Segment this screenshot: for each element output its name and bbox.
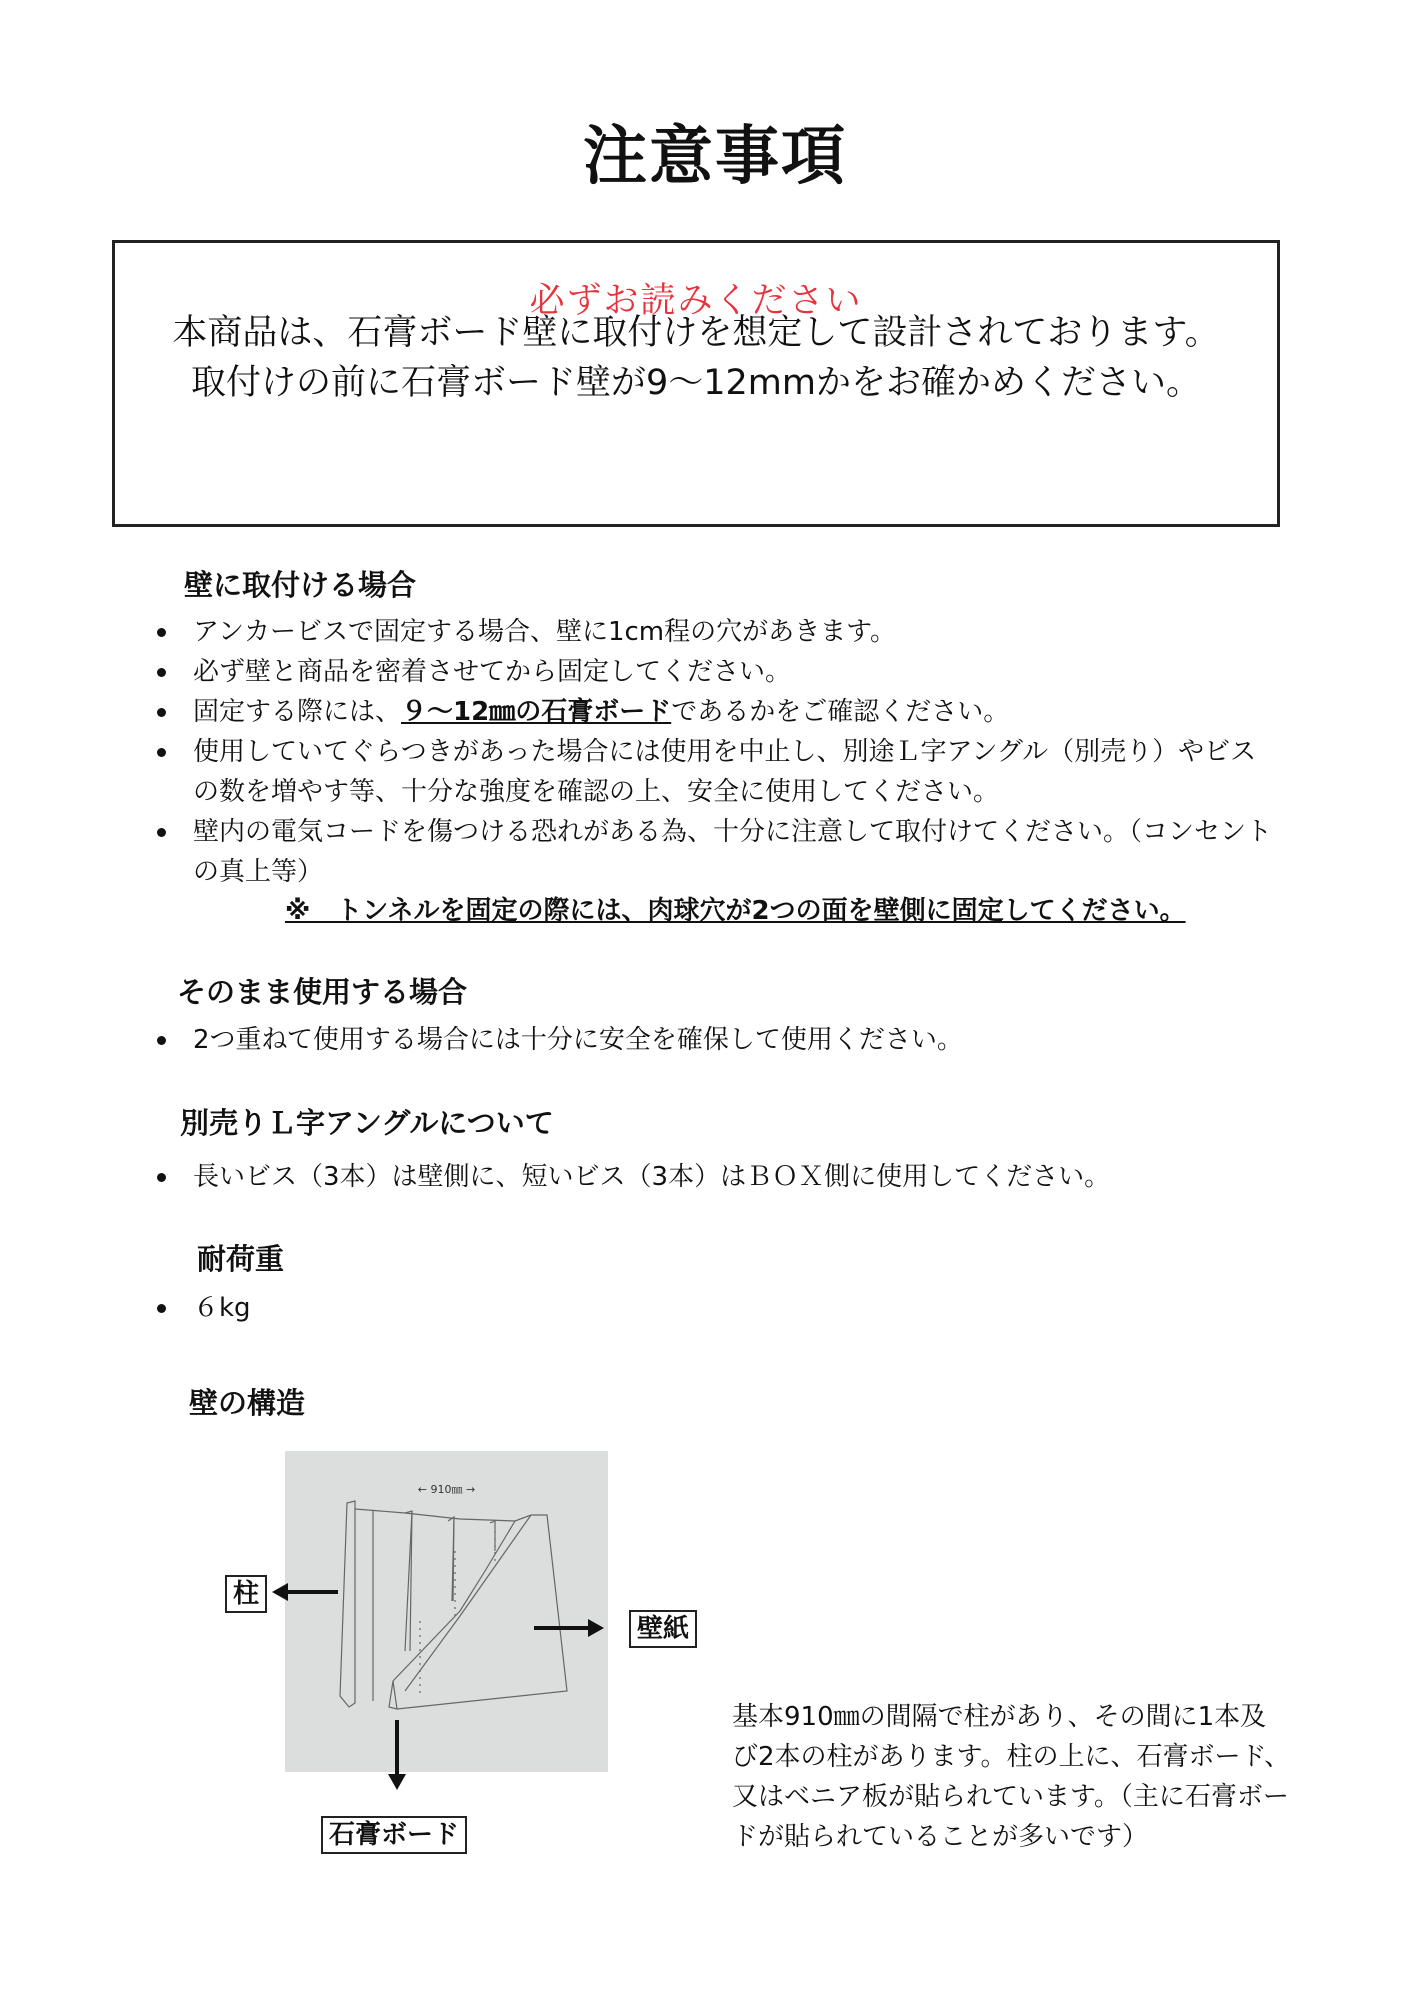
- angle-list: [161, 1157, 1261, 1197]
- load-list: [161, 1288, 1261, 1328]
- list-item: 壁内の電気コードを傷つける恐れがある為、十分に注意して取付けてください。（コンセントの真上等）: [161, 812, 1281, 892]
- arrow-down-icon: [385, 1720, 409, 1792]
- notice-box: [112, 240, 1280, 527]
- dimension-label: ← 910㎜ →: [417, 1483, 476, 1496]
- section-heading-load: 耐荷重: [197, 1242, 285, 1276]
- label-gypsum-board: 石膏ボード: [321, 1816, 467, 1854]
- label-wallpaper: 壁紙: [629, 1610, 697, 1648]
- section-heading-structure: 壁の構造: [189, 1386, 306, 1420]
- text: であるかをご確認ください。: [671, 697, 1010, 727]
- text: 固定する際には、: [193, 697, 402, 727]
- notice-heading: 必ずお読みください: [529, 281, 863, 321]
- tunnel-note: ※ トンネルを固定の際には、肉球穴が2つの面を壁側に固定してください。: [285, 896, 1186, 926]
- section-heading-angle: 別売りＬ字アングルについて: [180, 1106, 554, 1140]
- list-item: 2つ重ねて使用する場合には十分に安全を確保して使用ください。: [161, 1020, 1261, 1060]
- emphasis-text: ９〜12㎜の石膏ボード: [401, 697, 672, 727]
- list-item: 使用していてぐらつきがあった場合には使用を中止し、別途Ｌ字アングル（別売り）やビスの数を増やす等、十分な強度を確認の上、安全に使用してください。: [161, 732, 1281, 812]
- arrow-left-icon: [270, 1580, 340, 1604]
- as-is-list: [161, 1020, 1261, 1060]
- section-heading-wall-mount: 壁に取付ける場合: [184, 568, 417, 602]
- list-item: 必ず壁と商品を密着させてから固定してください。: [161, 652, 1281, 692]
- notice-line-1: 本商品は、石膏ボード壁に取付けを想定して設計されております。: [172, 313, 1220, 353]
- arrow-right-icon: [534, 1616, 606, 1640]
- notice-line-2: 取付けの前に石膏ボード壁が9〜12mmかをお確かめください。: [191, 363, 1201, 403]
- label-pillar: 柱: [225, 1575, 267, 1613]
- page-title: 注意事項: [583, 120, 847, 194]
- list-item: アンカービスで固定する場合、壁に1cm程の穴があきます。: [161, 612, 1281, 652]
- wall-mount-list: [161, 612, 1281, 892]
- list-item: [161, 692, 1281, 732]
- list-item: ６kg: [161, 1288, 1261, 1328]
- wall-drawing: [285, 1451, 608, 1772]
- wall-structure-illustration: [285, 1451, 608, 1772]
- section-heading-as-is: そのまま使用する場合: [177, 975, 468, 1009]
- structure-description: 基本910㎜の間隔で柱があり、その間に1本及び2本の柱があります。柱の上に、石膏ボード、又はベニア板が貼られています。（主に石膏ボードが貼られていることが多いです）: [732, 1702, 1291, 1852]
- list-item: 長いビス（3本）は壁側に、短いビス（3本）はＢＯＸ側に使用してください。: [161, 1157, 1261, 1197]
